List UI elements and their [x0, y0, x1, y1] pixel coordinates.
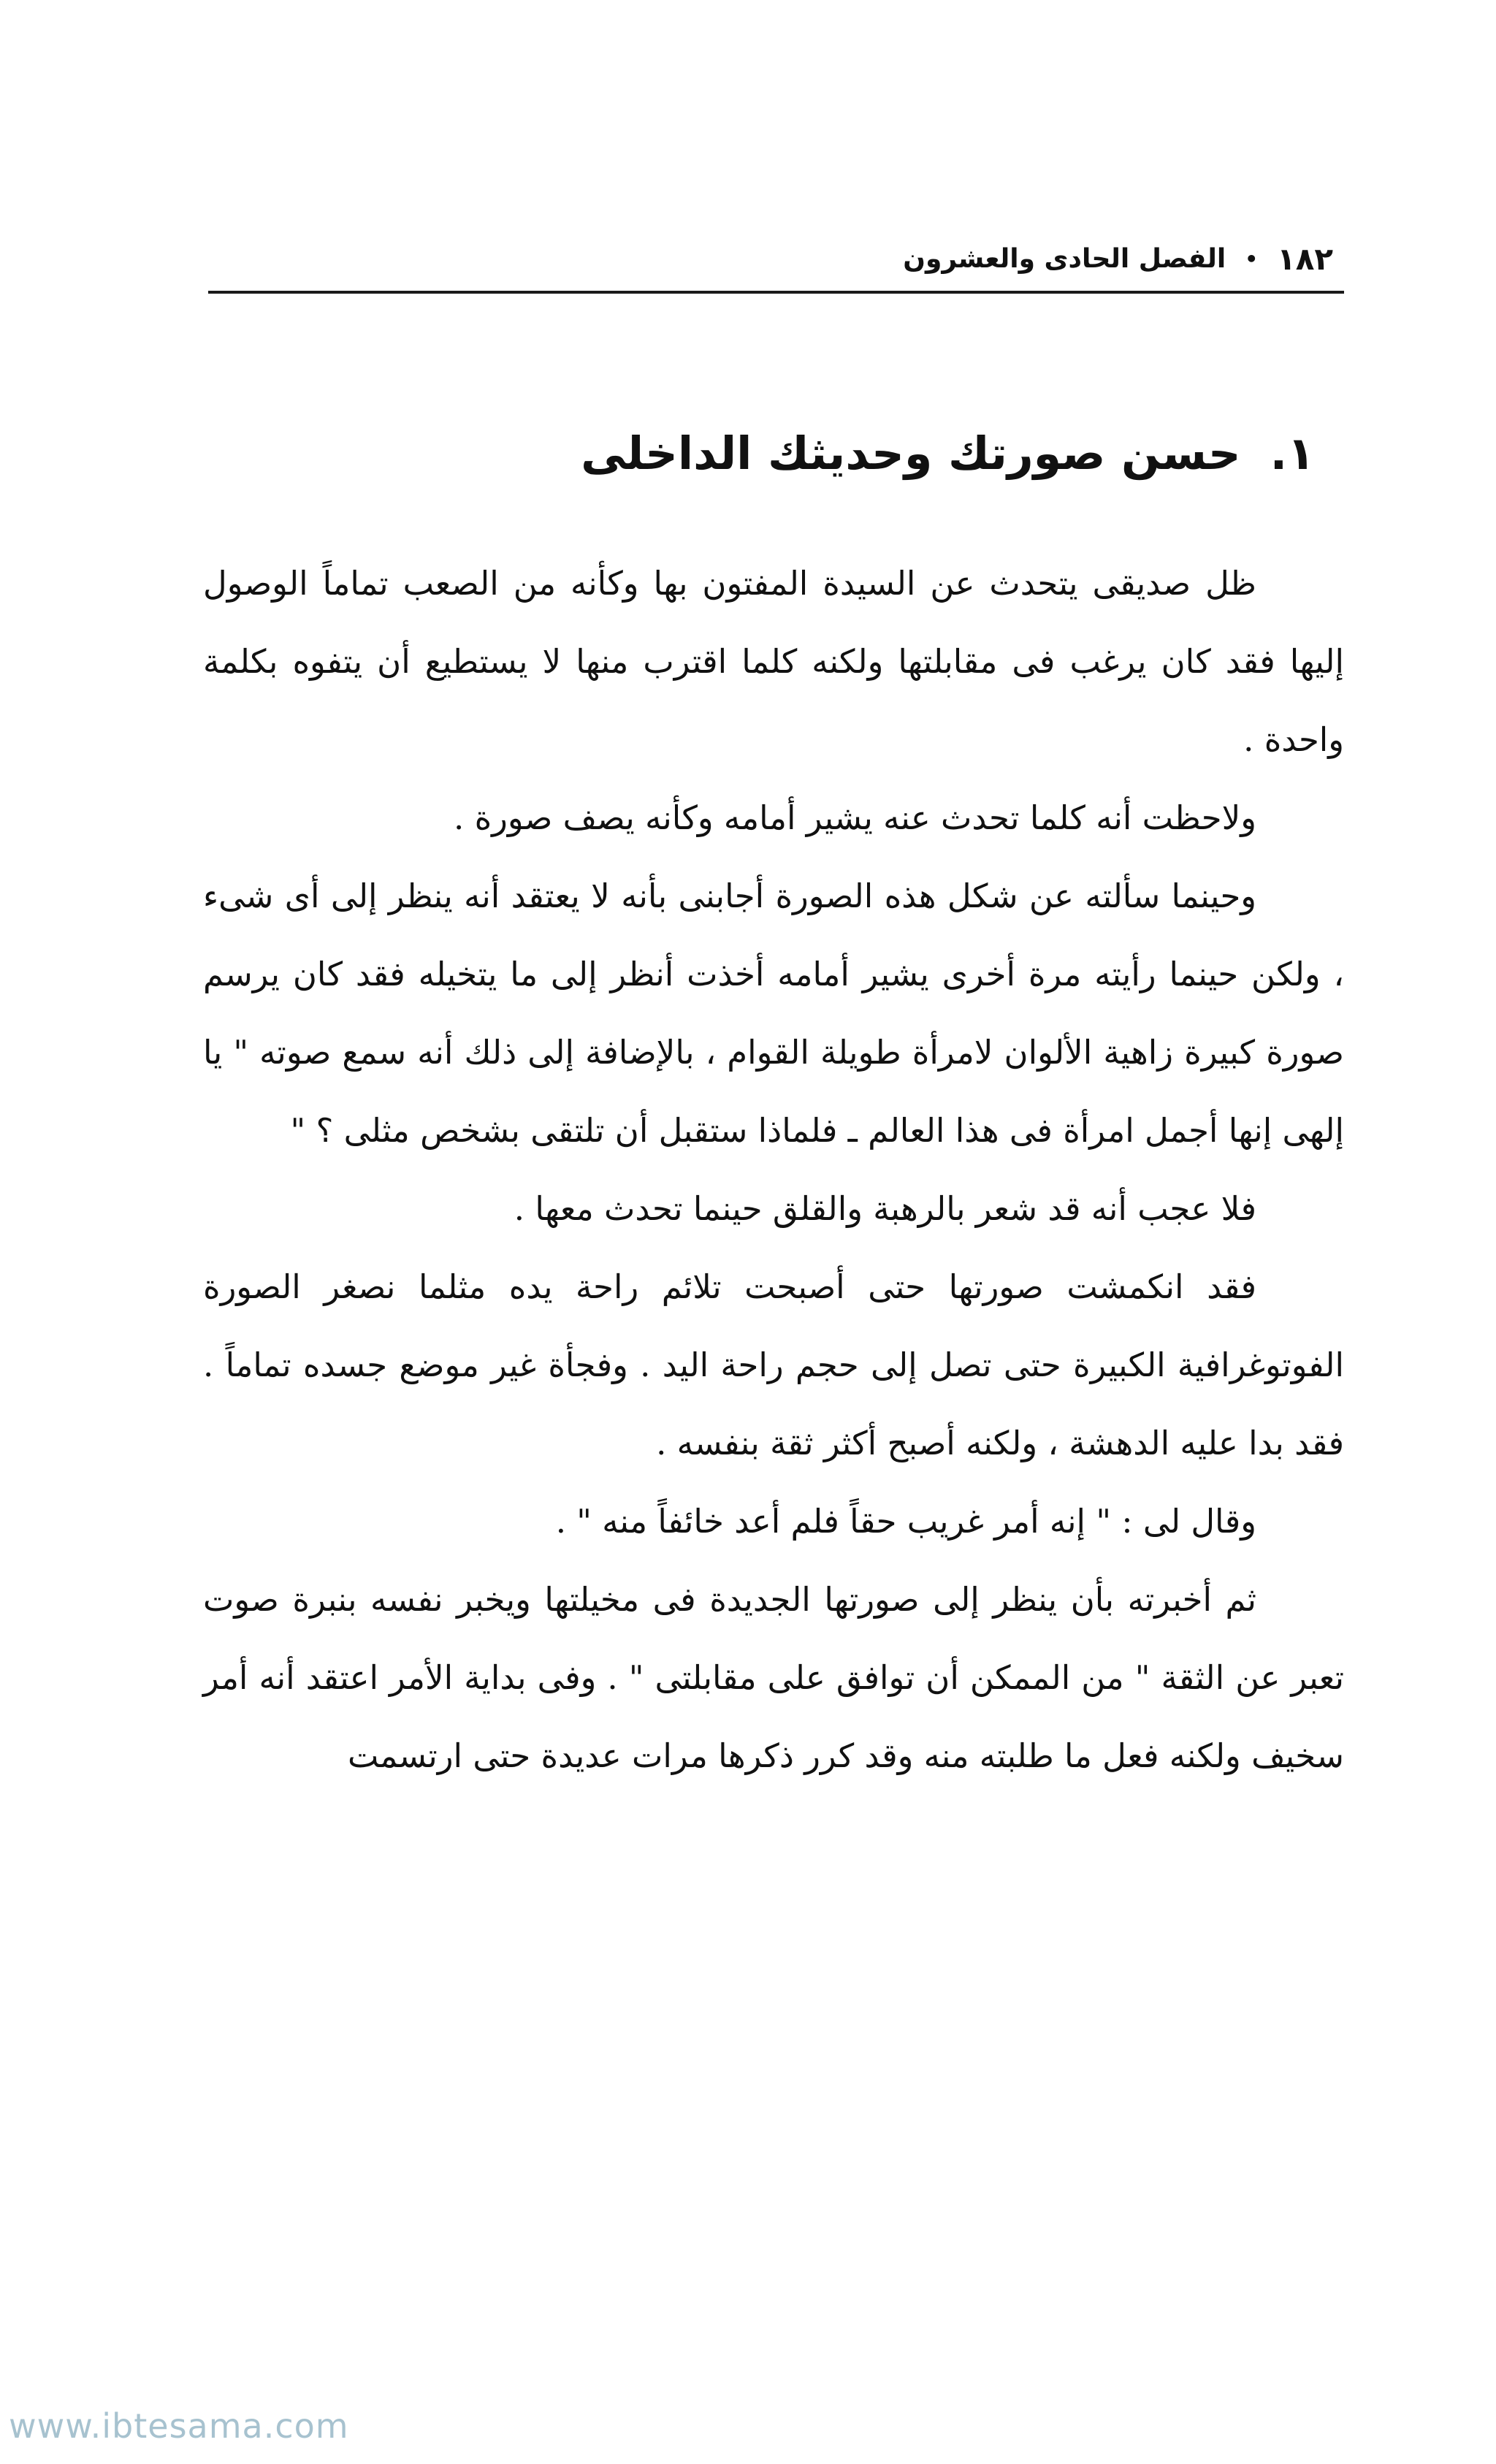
paragraph: وقال لى : " إنه أمر غريب حقاً فلم أعد خائفاً منه " . — [555, 1502, 1256, 1541]
header-divider — [208, 291, 1344, 294]
section-title: حسن صورتك وحديثك الداخلى — [581, 426, 1241, 480]
chapter-title: الفصل الحادى والعشرون — [903, 243, 1226, 274]
paragraph: ظل صديقى يتحدث عن السيدة المفتون بها وكأنه من الصعب تماماً الوصول إليها فقد كان يرغب فى مقابلتها ولكنه كلما اقترب منها لا يستطيع أن يتفوه بكلمة واحدة . — [203, 564, 1344, 759]
page-number: ١٨٢ — [1277, 240, 1333, 277]
paragraph: ولاحظت أنه كلما تحدث عنه يشير أمامه وكأنه يصف صورة . — [453, 798, 1256, 837]
paragraph: فلا عجب أنه قد شعر بالرهبة والقلق حينما تحدث معها . — [514, 1189, 1256, 1228]
header-separator: • — [1245, 246, 1259, 271]
paragraph: فقد انكمشت صورتها حتى أصبحت تلائم راحة يده مثلما نصغر الصورة الفوتوغرافية الكبيرة حتى تصل إلى حجم راحة اليد . وفجأة غير موضع جسده تماماً . فقد بدا عليه الدهشة ، ولكنه أصبح أكثر ثقة بنفسه . — [203, 1267, 1344, 1462]
section-heading — [555, 413, 1315, 493]
section-number: ١. — [1270, 426, 1315, 480]
watermark-link[interactable]: www.ibtesama.com — [9, 2406, 349, 2446]
running-header — [903, 232, 1333, 285]
paragraph: وحينما سألته عن شكل هذه الصورة أجابنى بأنه لا يعتقد أنه ينظر إلى أى شىء ، ولكن حينما رأيته مرة أخرى يشير أمامه أخذت أنظر إلى ما يتخيله فقد كان يرسم صورة كبيرة زاهية الألوان لامرأة طويلة القوام ، بالإضافة إلى ذلك أنه سمع صوته " يا إلهى إنها أجمل امرأة فى هذا العالم ـ فلماذا ستقبل أن تلتقى بشخص مثلى ؟ " — [203, 877, 1344, 1150]
body-text — [203, 544, 1344, 1795]
paragraph: ثم أخبرته بأن ينظر إلى صورتها الجديدة فى مخيلتها ويخبر نفسه بنبرة صوت تعبر عن الثقة " من الممكن أن توافق على مقابلتى " . وفى بداية الأمر اعتقد أنه أمر سخيف ولكنه فعل ما طلبته منه وقد كرر ذكرها مرات عديدة حتى ارتسمت — [203, 1580, 1344, 1775]
